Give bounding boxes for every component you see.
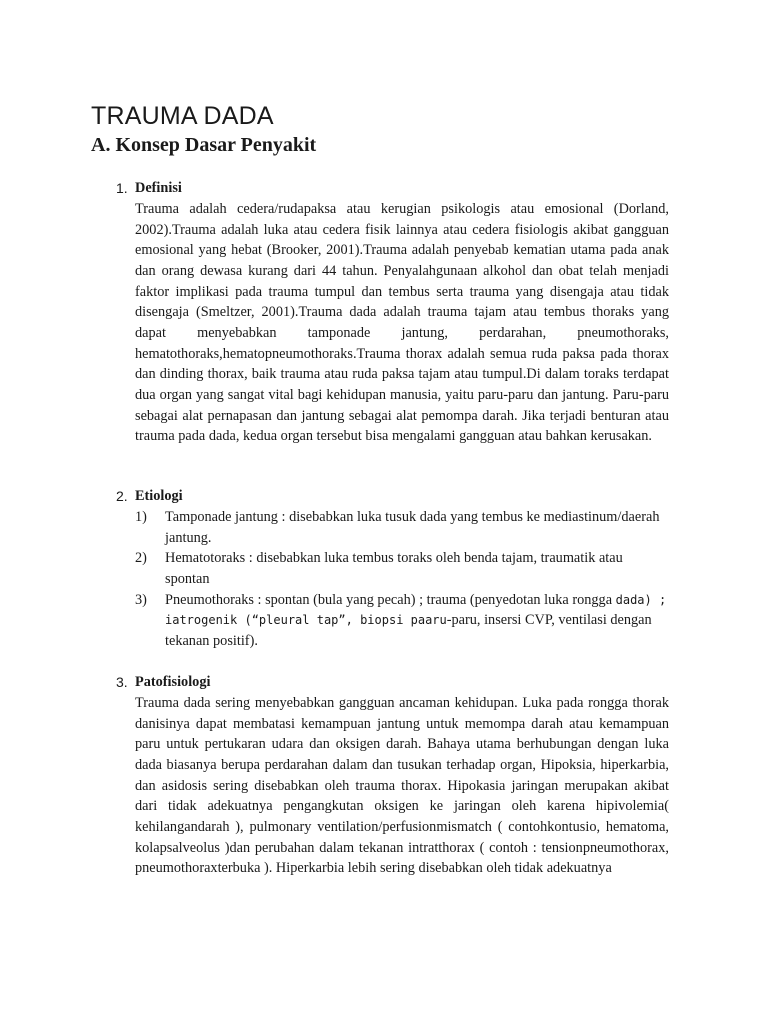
list-item-text	[165, 590, 669, 652]
list-item-text-mono: dada) ; iatrogenik (“pleural tap”, biopsi paaru	[165, 592, 667, 628]
list-item-number: 2)	[135, 550, 147, 567]
document-subtitle: A. Konsep Dasar Penyakit	[91, 134, 317, 156]
document-title: TRAUMA DADA	[91, 102, 274, 130]
list-item-text-part: -paru, insersi CVP, ventilasi dengan tekanan positif).	[165, 612, 652, 649]
list-item	[135, 548, 669, 589]
etiologi-list	[135, 507, 669, 652]
list-item	[135, 590, 669, 652]
list-item	[135, 507, 669, 548]
list-item-number: 3)	[135, 591, 147, 608]
section-heading: Definisi	[135, 180, 182, 196]
list-item-text-part: Pneumothoraks : spontan (bula yang pecah) ; trauma (penyedotan luka rongga	[165, 591, 613, 608]
section-heading: Patofisiologi	[135, 674, 211, 690]
list-item-text: Tamponade jantung : disebabkan luka tusuk dada yang tembus ke mediastinum/daerah jantung.	[165, 509, 660, 546]
section-number: 1.	[116, 180, 128, 196]
list-item-number: 1)	[135, 509, 147, 525]
list-item-text: Hematotoraks : disebabkan luka tembus toraks oleh benda tajam, traumatik atau spontan	[165, 550, 623, 587]
section-body: Trauma adalah cedera/rudapaksa atau kerugian psikologis atau emosional (Dorland, 2002).Trauma adalah luka atau cedera fisik lainnya atau cedera fisiologis akibat gangguan emosional yang hebat (Brooker, 2001).Trauma adalah penyebab kematian utama pada anak dan orang dewasa kurang dari 44 tahun. Penyalahgunaan alkohol dan obat telah menjadi faktor implikasi pada trauma tumpul dan tembus serta trauma yang disengaja atau tidak disengaja (Smeltzer, 2001).Trauma dada adalah trauma tajam atau tembus thoraks yang dapat menyebabkan tamponade jantung, perdarahan, pneumothoraks, hematothoraks,hematopneumothoraks.Trauma thorax adalah semua ruda paksa pada thorax dan dinding thorax, baik trauma atau ruda paksa tajam atau tumpul.Di dalam toraks terdapat dua organ yang sangat vital bagi kehidupan manusia, yaitu paru-paru dan jantung. Paru-paru sebagai alat pernapasan dan jantung sebagai alat pemompa darah. Jika terjadi benturan atau trauma pada dada, kedua organ tersebut bisa mengalami gangguan atau bahkan kerusakan.	[135, 201, 669, 445]
section-body: Trauma dada sering menyebabkan gangguan ancaman kehidupan. Luka pada rongga thorak danisinya dapat membatasi kemampuan jantung untuk memompa darah atau kemampuan paru untuk pertukaran udara dan oksigen darah. Bahaya utama berhubungan dengan luka dada biasanya berupa perdarahan dalam dan tusukan terhadap organ, Hipoksia, hiperkarbia, dan asidosis sering disebabkan oleh trauma thorax. Hipokasia jaringan merupakan akibat dari tidak adekuatnya pengangkutan oksigen ke jaringan oleh karena hipivolemia( kehilangandarah ), pulmonary ventilation/perfusionmismatch ( contohkontusio, hematoma, kolapsalveolus )dan perubahan dalam tekanan intratthorax ( contoh : tensionpneumothorax, pneumothoraxterbuka ). Hiperkarbia lebih sering disebabkan oleh tidak adekuatnya	[135, 695, 669, 877]
section-number: 2.	[116, 488, 128, 504]
section-number: 3.	[116, 674, 128, 690]
section-heading: Etiologi	[135, 488, 183, 504]
